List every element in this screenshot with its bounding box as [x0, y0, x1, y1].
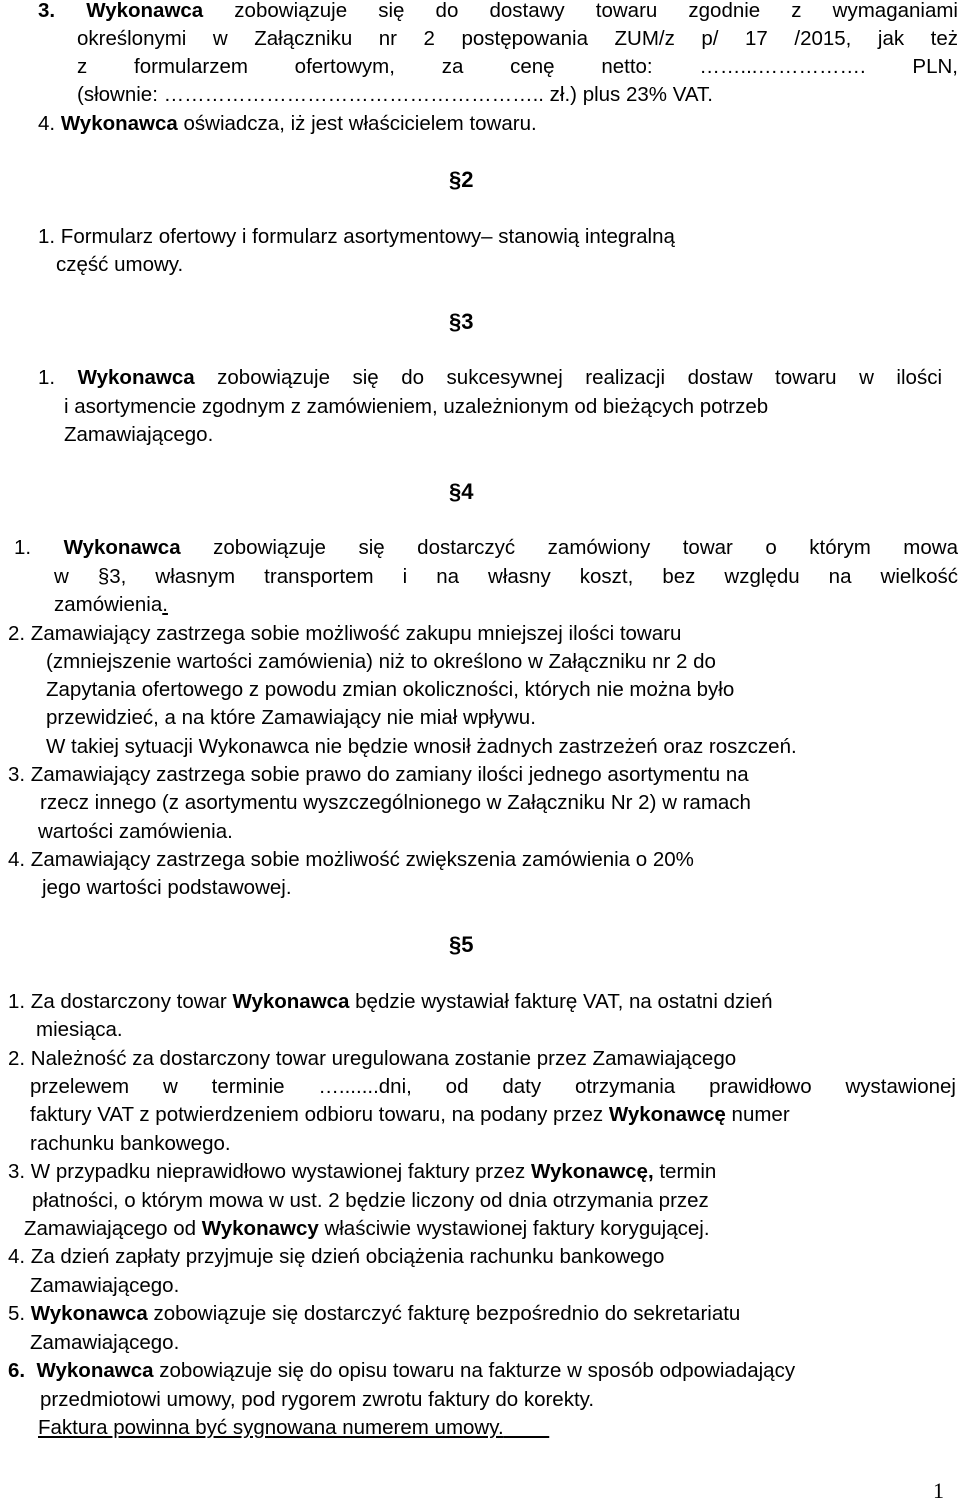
party-name: Wykonawca	[30, 1302, 148, 1325]
sec4-line-4: 2. Zamawiający zastrzega sobie możliwość zakupu mniejszej ilości towaru	[8, 622, 682, 645]
section-heading-2: §2	[449, 167, 474, 192]
line-text: numer	[725, 1103, 790, 1126]
sec4-line-3	[54, 591, 168, 619]
para-3-line-2: określonymi w Załączniku nr 2 postępowania ZUM/z p/ 17 /2015, jak też	[77, 27, 958, 50]
sec5-line-8: płatności, o którym mowa w ust. 2 będzie liczony od dnia otrzymania przez	[32, 1189, 709, 1212]
item-number: 3.	[38, 0, 56, 22]
line-text: termin	[653, 1160, 717, 1183]
sec5-line-10: 4. Za dzień zapłaty przyjmuje się dzień obciążenia rachunku bankowego	[8, 1245, 665, 1268]
party-name: Wykonawca	[63, 536, 181, 559]
party-name: Wykonawca	[36, 1359, 154, 1382]
party-name: Wykonawca	[86, 0, 204, 22]
section-heading-4: §4	[449, 479, 474, 504]
line-text: będzie wystawiał fakturę VAT, na ostatni dzień	[349, 990, 773, 1013]
sec5-line-5	[30, 1101, 790, 1129]
line-text: 1. Za dostarczony towar	[8, 990, 233, 1013]
sec5-line-12	[8, 1300, 740, 1328]
underlined-dot: .	[162, 593, 168, 616]
line-text: zobowiązuje się dostarczyć fakturę bezpośrednio do sekretariatu	[147, 1302, 741, 1325]
sec3-line-1	[38, 364, 942, 392]
sec4-line-1	[14, 534, 958, 562]
line-text: zobowiązuje się do dostawy towaru zgodnie z wymaganiami	[203, 0, 958, 22]
sec4-line-9: 3. Zamawiający zastrzega sobie prawo do zamiany ilości jednego asortymentu na	[8, 763, 749, 786]
line-text: oświadcza, iż jest właścicielem towaru.	[177, 112, 537, 135]
sec5-line-6: rachunku bankowego.	[30, 1132, 231, 1155]
para-4-line	[38, 110, 537, 138]
line-text: Zamawiającego od	[24, 1217, 202, 1240]
sec2-line-2: część umowy.	[56, 253, 184, 276]
sec4-line-5: (zmniejszenie wartości zamówienia) niż to określono w Załączniku nr 2 do	[46, 650, 716, 673]
para-3-line-1	[38, 0, 958, 25]
line-text: faktury VAT z potwierdzeniem odbioru towaru, na podany przez	[30, 1103, 609, 1126]
party-name: Wykonawcy	[201, 1217, 319, 1240]
section-heading-5: §5	[449, 932, 474, 957]
sec5-line-4: przelewem w terminie ….......dni, od daty otrzymania prawidłowo wystawionej	[30, 1075, 956, 1098]
sec4-line-10: rzecz innego (z asortymentu wyszczególnionego w Załączniku Nr 2) w ramach	[40, 791, 751, 814]
sec5-line-15: przedmiotowi umowy, pod rygorem zwrotu faktury do korekty.	[40, 1388, 595, 1411]
line-text: zobowiązuje się do sukcesywnej realizacji dostaw towaru w ilości	[194, 366, 942, 389]
sec4-line-8: W takiej sytuacji Wykonawca nie będzie wnosił żadnych zastrzeżeń oraz roszczeń.	[46, 735, 797, 758]
sec5-line-13: Zamawiającego.	[30, 1331, 180, 1354]
sec2-line-1: 1. Formularz ofertowy i formularz asortymentowy– stanowią integralną	[38, 225, 675, 248]
sec3-line-2: i asortymencie zgodnym z zamówieniem, uzależnionym od bieżących potrzeb	[64, 395, 769, 418]
underline-tail	[504, 1416, 550, 1439]
sec5-line-16	[38, 1414, 549, 1442]
sec5-line-2: miesiąca.	[36, 1018, 123, 1041]
line-text: 3. W przypadku nieprawidłowo wystawionej faktury przez	[8, 1160, 531, 1183]
item-number: 4.	[38, 112, 56, 135]
line-text: zobowiązuje się dostarczyć zamówiony towar o którym mowa	[180, 536, 958, 559]
party-name: Wykonawca	[232, 990, 350, 1013]
party-name: Wykonawcę	[608, 1103, 726, 1126]
sec5-line-9	[24, 1215, 710, 1243]
sec5-line-7	[8, 1158, 716, 1186]
para-3-line-4: (słownie: ……………………………………………….. zł.) plus 23% VAT.	[77, 83, 713, 106]
sec5-line-1	[8, 988, 773, 1016]
sec5-line-3: 2. Należność za dostarczony towar uregulowana zostanie przez Zamawiającego	[8, 1047, 737, 1070]
party-name: Wykonawca	[77, 366, 195, 389]
para-3-line-3: z formularzem ofertowym, za cenę netto: ……...……………. PLN,	[77, 55, 958, 78]
sec4-line-2: w §3, własnym transportem i na własny koszt, bez względu na wielkość	[54, 565, 958, 588]
line-text: zobowiązuje się do opisu towaru na fakturze w sposób odpowiadający	[153, 1359, 796, 1382]
item-number: 1.	[38, 366, 56, 389]
line-text: 5.	[8, 1302, 31, 1325]
sec4-line-12: 4. Zamawiający zastrzega sobie możliwość zwiększenia zamówienia o 20%	[8, 848, 694, 871]
party-name: Wykonawca	[60, 112, 178, 135]
item-number: 1.	[14, 536, 32, 559]
line-text: właściwie wystawionej faktury korygującej.	[318, 1217, 710, 1240]
sec4-line-13: jego wartości podstawowej.	[42, 876, 292, 899]
sec3-line-3: Zamawiającego.	[64, 423, 214, 446]
item-number: 6.	[8, 1359, 26, 1382]
party-name: Wykonawcę,	[530, 1160, 654, 1183]
page-number: 1	[933, 1478, 944, 1503]
section-heading-3: §3	[449, 309, 474, 334]
sec5-line-14	[8, 1357, 795, 1385]
sec5-line-11: Zamawiającego.	[30, 1274, 180, 1297]
sec4-line-11: wartości zamówienia.	[38, 820, 233, 843]
line-text: zamówienia	[54, 593, 163, 616]
sec4-line-6: Zapytania ofertowego z powodu zmian okoliczności, których nie można było	[46, 678, 735, 701]
sec4-line-7: przewidzieć, a na które Zamawiający nie miał wpływu.	[46, 706, 536, 729]
underlined-sentence: Faktura powinna być sygnowana numerem umowy.	[38, 1416, 504, 1439]
